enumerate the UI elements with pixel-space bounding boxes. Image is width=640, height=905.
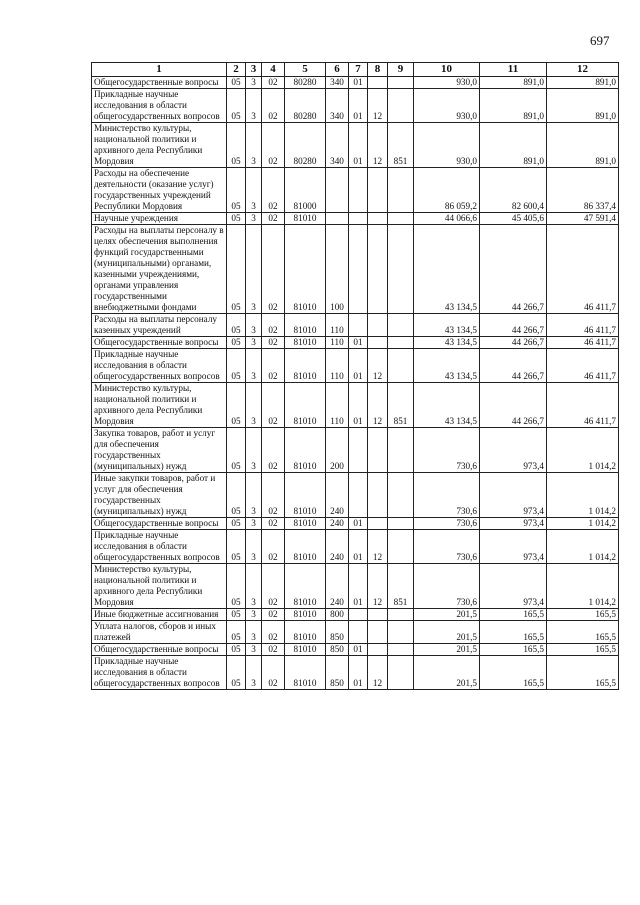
- cell-c4: 02: [262, 225, 285, 314]
- cell-c9: 851: [388, 564, 414, 609]
- cell-c8: 12: [368, 349, 388, 383]
- col-header-8: 8: [368, 63, 388, 77]
- cell-c8: 12: [368, 89, 388, 123]
- cell-c7: 01: [349, 518, 368, 530]
- cell-c9: [388, 349, 414, 383]
- cell-c12: 1 014,2: [547, 428, 619, 473]
- col-header-7: 7: [349, 63, 368, 77]
- cell-c7: [349, 213, 368, 225]
- table-row: [92, 225, 619, 314]
- row-name-cell: Министерство культуры, национальной политики и архивного дела Республики Мордовия: [92, 564, 227, 609]
- table-row: [92, 168, 619, 213]
- cell-c2: 05: [227, 314, 246, 337]
- page-number: 697: [590, 33, 610, 48]
- cell-c4: 02: [262, 168, 285, 213]
- cell-c12: 46 411,7: [547, 383, 619, 428]
- cell-c3: 3: [246, 349, 262, 383]
- cell-c6: 340: [326, 89, 349, 123]
- col-header-5: 5: [285, 63, 326, 77]
- row-name-cell: Расходы на выплаты персоналу казенных учреждений: [92, 314, 227, 337]
- cell-c6: 240: [326, 564, 349, 609]
- table-row: [92, 609, 619, 621]
- cell-c12: 46 411,7: [547, 225, 619, 314]
- cell-c10: 43 134,5: [414, 337, 480, 349]
- cell-c8: [368, 77, 388, 89]
- table-row: [92, 621, 619, 644]
- table-row: [92, 314, 619, 337]
- col-header-12: 12: [547, 63, 619, 77]
- cell-c9: [388, 77, 414, 89]
- cell-c3: 3: [246, 644, 262, 656]
- cell-c2: 05: [227, 621, 246, 644]
- cell-c6: 100: [326, 225, 349, 314]
- table-row: [92, 213, 619, 225]
- cell-c8: 12: [368, 383, 388, 428]
- cell-c10: 201,5: [414, 621, 480, 644]
- table-row: [92, 337, 619, 349]
- cell-c4: 02: [262, 656, 285, 690]
- cell-c6: [326, 168, 349, 213]
- col-header-1: 1: [92, 63, 227, 77]
- cell-c5: 81010: [285, 383, 326, 428]
- cell-c9: [388, 213, 414, 225]
- cell-c12: 165,5: [547, 656, 619, 690]
- cell-c12: 1 014,2: [547, 518, 619, 530]
- cell-c10: 201,5: [414, 609, 480, 621]
- cell-c7: [349, 428, 368, 473]
- col-header-6: 6: [326, 63, 349, 77]
- cell-c3: 3: [246, 428, 262, 473]
- cell-c5: 81010: [285, 621, 326, 644]
- cell-c2: 05: [227, 89, 246, 123]
- cell-c12: 891,0: [547, 77, 619, 89]
- cell-c3: 3: [246, 213, 262, 225]
- cell-c8: 12: [368, 564, 388, 609]
- cell-c11: 44 266,7: [480, 383, 547, 428]
- row-name-cell: Министерство культуры, национальной политики и архивного дела Республики Мордовия: [92, 383, 227, 428]
- table-row: [92, 383, 619, 428]
- cell-c6: 110: [326, 349, 349, 383]
- table-row: [92, 530, 619, 564]
- cell-c10: 44 066,6: [414, 213, 480, 225]
- cell-c4: 02: [262, 428, 285, 473]
- cell-c7: [349, 473, 368, 518]
- cell-c6: 850: [326, 644, 349, 656]
- cell-c7: 01: [349, 349, 368, 383]
- cell-c6: 240: [326, 473, 349, 518]
- cell-c5: 81010: [285, 609, 326, 621]
- cell-c2: 05: [227, 644, 246, 656]
- cell-c12: 165,5: [547, 621, 619, 644]
- cell-c7: 01: [349, 123, 368, 168]
- cell-c6: 850: [326, 656, 349, 690]
- cell-c6: 240: [326, 530, 349, 564]
- cell-c9: [388, 89, 414, 123]
- col-header-10: 10: [414, 63, 480, 77]
- row-name-cell: Расходы на обеспечение деятельности (оказание услуг) государственных учреждений Республики Мордовия: [92, 168, 227, 213]
- cell-c10: 43 134,5: [414, 383, 480, 428]
- cell-c9: [388, 644, 414, 656]
- cell-c3: 3: [246, 656, 262, 690]
- row-name-cell: Расходы на выплаты персоналу в целях обеспечения выполнения функций государственными (муниципальными) органами, казенными учреждениями, органами управления государственными внебюджетными фондами: [92, 225, 227, 314]
- table-row: [92, 349, 619, 383]
- cell-c11: 891,0: [480, 77, 547, 89]
- row-name-cell: Иные бюджетные ассигнования: [92, 609, 227, 621]
- cell-c12: 891,0: [547, 89, 619, 123]
- cell-c5: 81010: [285, 644, 326, 656]
- cell-c5: 81010: [285, 530, 326, 564]
- cell-c9: 851: [388, 123, 414, 168]
- cell-c10: 930,0: [414, 89, 480, 123]
- cell-c10: 43 134,5: [414, 314, 480, 337]
- cell-c9: [388, 314, 414, 337]
- cell-c4: 02: [262, 609, 285, 621]
- header-row: [92, 63, 619, 77]
- cell-c9: [388, 337, 414, 349]
- cell-c11: 973,4: [480, 473, 547, 518]
- cell-c4: 02: [262, 564, 285, 609]
- row-name-cell: Общегосударственные вопросы: [92, 518, 227, 530]
- cell-c10: 201,5: [414, 656, 480, 690]
- cell-c6: 340: [326, 77, 349, 89]
- cell-c11: 973,4: [480, 428, 547, 473]
- row-name-cell: Закупка товаров, работ и услуг для обеспечения государственных (муниципальных) нужд: [92, 428, 227, 473]
- cell-c10: 86 059,2: [414, 168, 480, 213]
- cell-c9: [388, 428, 414, 473]
- cell-c2: 05: [227, 530, 246, 564]
- cell-c9: [388, 473, 414, 518]
- cell-c5: 80280: [285, 77, 326, 89]
- cell-c10: 201,5: [414, 644, 480, 656]
- cell-c3: 3: [246, 314, 262, 337]
- cell-c7: [349, 314, 368, 337]
- cell-c8: [368, 609, 388, 621]
- cell-c9: [388, 656, 414, 690]
- row-name-cell: Общегосударственные вопросы: [92, 77, 227, 89]
- cell-c10: 730,6: [414, 530, 480, 564]
- cell-c2: 05: [227, 564, 246, 609]
- cell-c4: 02: [262, 473, 285, 518]
- cell-c8: [368, 473, 388, 518]
- cell-c8: [368, 314, 388, 337]
- cell-c8: 12: [368, 656, 388, 690]
- row-name-cell: Прикладные научные исследования в области общегосударственных вопросов: [92, 349, 227, 383]
- table-row: [92, 123, 619, 168]
- cell-c6: 850: [326, 621, 349, 644]
- cell-c7: [349, 609, 368, 621]
- table-row: [92, 644, 619, 656]
- cell-c2: 05: [227, 123, 246, 168]
- table-row: [92, 564, 619, 609]
- cell-c8: [368, 621, 388, 644]
- cell-c12: 46 411,7: [547, 337, 619, 349]
- cell-c11: 891,0: [480, 89, 547, 123]
- cell-c2: 05: [227, 168, 246, 213]
- cell-c11: 44 266,7: [480, 314, 547, 337]
- cell-c6: 340: [326, 123, 349, 168]
- row-name-cell: Прикладные научные исследования в области общегосударственных вопросов: [92, 656, 227, 690]
- cell-c5: 81000: [285, 168, 326, 213]
- col-header-2: 2: [227, 63, 246, 77]
- cell-c5: 81010: [285, 656, 326, 690]
- cell-c12: 46 411,7: [547, 349, 619, 383]
- cell-c10: 930,0: [414, 123, 480, 168]
- cell-c7: 01: [349, 564, 368, 609]
- cell-c2: 05: [227, 349, 246, 383]
- cell-c10: 730,6: [414, 428, 480, 473]
- cell-c4: 02: [262, 314, 285, 337]
- cell-c3: 3: [246, 530, 262, 564]
- row-name-cell: Иные закупки товаров, работ и услуг для обеспечения государственных (муниципальных) нужд: [92, 473, 227, 518]
- col-header-9: 9: [388, 63, 414, 77]
- cell-c4: 02: [262, 518, 285, 530]
- cell-c12: 47 591,4: [547, 213, 619, 225]
- cell-c11: 44 266,7: [480, 349, 547, 383]
- cell-c3: 3: [246, 89, 262, 123]
- cell-c4: 02: [262, 383, 285, 428]
- cell-c3: 3: [246, 621, 262, 644]
- cell-c11: 45 405,6: [480, 213, 547, 225]
- table-row: [92, 428, 619, 473]
- col-header-4: 4: [262, 63, 285, 77]
- row-name-cell: Министерство культуры, национальной политики и архивного дела Республики Мордовия: [92, 123, 227, 168]
- table-row: [92, 77, 619, 89]
- cell-c5: 80280: [285, 123, 326, 168]
- table-row: [92, 473, 619, 518]
- cell-c3: 3: [246, 609, 262, 621]
- cell-c8: [368, 428, 388, 473]
- cell-c6: 110: [326, 383, 349, 428]
- cell-c7: 01: [349, 383, 368, 428]
- cell-c9: [388, 621, 414, 644]
- cell-c4: 02: [262, 77, 285, 89]
- cell-c5: 80280: [285, 89, 326, 123]
- table-row: [92, 656, 619, 690]
- cell-c11: 973,4: [480, 518, 547, 530]
- cell-c2: 05: [227, 609, 246, 621]
- cell-c7: [349, 168, 368, 213]
- cell-c12: 1 014,2: [547, 530, 619, 564]
- cell-c3: 3: [246, 225, 262, 314]
- cell-c9: [388, 609, 414, 621]
- cell-c3: 3: [246, 77, 262, 89]
- row-name-cell: Общегосударственные вопросы: [92, 644, 227, 656]
- cell-c11: 165,5: [480, 621, 547, 644]
- cell-c3: 3: [246, 168, 262, 213]
- cell-c2: 05: [227, 383, 246, 428]
- cell-c2: 05: [227, 656, 246, 690]
- cell-c2: 05: [227, 518, 246, 530]
- cell-c2: 05: [227, 428, 246, 473]
- cell-c8: [368, 213, 388, 225]
- cell-c6: [326, 213, 349, 225]
- cell-c5: 81010: [285, 314, 326, 337]
- cell-c4: 02: [262, 530, 285, 564]
- cell-c3: 3: [246, 337, 262, 349]
- cell-c4: 02: [262, 621, 285, 644]
- cell-c4: 02: [262, 337, 285, 349]
- cell-c4: 02: [262, 213, 285, 225]
- cell-c5: 81010: [285, 349, 326, 383]
- cell-c11: 44 266,7: [480, 337, 547, 349]
- cell-c5: 81010: [285, 213, 326, 225]
- cell-c12: 46 411,7: [547, 314, 619, 337]
- cell-c10: 730,6: [414, 473, 480, 518]
- cell-c11: 165,5: [480, 644, 547, 656]
- cell-c2: 05: [227, 213, 246, 225]
- table-row: [92, 89, 619, 123]
- cell-c6: 110: [326, 314, 349, 337]
- cell-c10: 730,6: [414, 564, 480, 609]
- cell-c11: 82 600,4: [480, 168, 547, 213]
- cell-c7: 01: [349, 89, 368, 123]
- cell-c12: 1 014,2: [547, 473, 619, 518]
- cell-c3: 3: [246, 123, 262, 168]
- cell-c2: 05: [227, 225, 246, 314]
- cell-c3: 3: [246, 564, 262, 609]
- cell-c7: [349, 621, 368, 644]
- cell-c9: 851: [388, 383, 414, 428]
- cell-c10: 930,0: [414, 77, 480, 89]
- cell-c10: 43 134,5: [414, 349, 480, 383]
- cell-c8: [368, 225, 388, 314]
- cell-c9: [388, 168, 414, 213]
- cell-c9: [388, 225, 414, 314]
- cell-c6: 110: [326, 337, 349, 349]
- cell-c2: 05: [227, 77, 246, 89]
- cell-c11: 973,4: [480, 564, 547, 609]
- cell-c11: 165,5: [480, 656, 547, 690]
- cell-c8: 12: [368, 123, 388, 168]
- cell-c5: 81010: [285, 564, 326, 609]
- cell-c7: 01: [349, 644, 368, 656]
- cell-c5: 81010: [285, 428, 326, 473]
- cell-c12: 165,5: [547, 644, 619, 656]
- cell-c4: 02: [262, 644, 285, 656]
- cell-c7: [349, 225, 368, 314]
- table-row: [92, 518, 619, 530]
- cell-c12: 165,5: [547, 609, 619, 621]
- cell-c10: 43 134,5: [414, 225, 480, 314]
- row-name-cell: Научные учреждения: [92, 213, 227, 225]
- cell-c6: 200: [326, 428, 349, 473]
- cell-c3: 3: [246, 383, 262, 428]
- col-header-3: 3: [246, 63, 262, 77]
- cell-c8: [368, 518, 388, 530]
- cell-c5: 81010: [285, 518, 326, 530]
- cell-c7: 01: [349, 656, 368, 690]
- cell-c8: [368, 168, 388, 213]
- row-name-cell: Прикладные научные исследования в области общегосударственных вопросов: [92, 530, 227, 564]
- cell-c2: 05: [227, 473, 246, 518]
- cell-c11: 891,0: [480, 123, 547, 168]
- cell-c3: 3: [246, 473, 262, 518]
- cell-c6: 800: [326, 609, 349, 621]
- cell-c7: 01: [349, 77, 368, 89]
- row-name-cell: Прикладные научные исследования в области общегосударственных вопросов: [92, 89, 227, 123]
- cell-c12: 86 337,4: [547, 168, 619, 213]
- cell-c2: 05: [227, 337, 246, 349]
- cell-c9: [388, 518, 414, 530]
- cell-c8: 12: [368, 530, 388, 564]
- cell-c4: 02: [262, 349, 285, 383]
- cell-c11: 973,4: [480, 530, 547, 564]
- row-name-cell: Уплата налогов, сборов и иных платежей: [92, 621, 227, 644]
- cell-c7: 01: [349, 530, 368, 564]
- cell-c10: 730,6: [414, 518, 480, 530]
- cell-c4: 02: [262, 89, 285, 123]
- cell-c5: 81010: [285, 337, 326, 349]
- cell-c6: 240: [326, 518, 349, 530]
- cell-c12: 891,0: [547, 123, 619, 168]
- cell-c5: 81010: [285, 473, 326, 518]
- budget-table: [91, 62, 619, 690]
- cell-c8: [368, 644, 388, 656]
- cell-c7: 01: [349, 337, 368, 349]
- cell-c4: 02: [262, 123, 285, 168]
- col-header-11: 11: [480, 63, 547, 77]
- cell-c8: [368, 337, 388, 349]
- cell-c11: 165,5: [480, 609, 547, 621]
- cell-c12: 1 014,2: [547, 564, 619, 609]
- cell-c9: [388, 530, 414, 564]
- cell-c3: 3: [246, 518, 262, 530]
- cell-c5: 81010: [285, 225, 326, 314]
- row-name-cell: Общегосударственные вопросы: [92, 337, 227, 349]
- cell-c11: 44 266,7: [480, 225, 547, 314]
